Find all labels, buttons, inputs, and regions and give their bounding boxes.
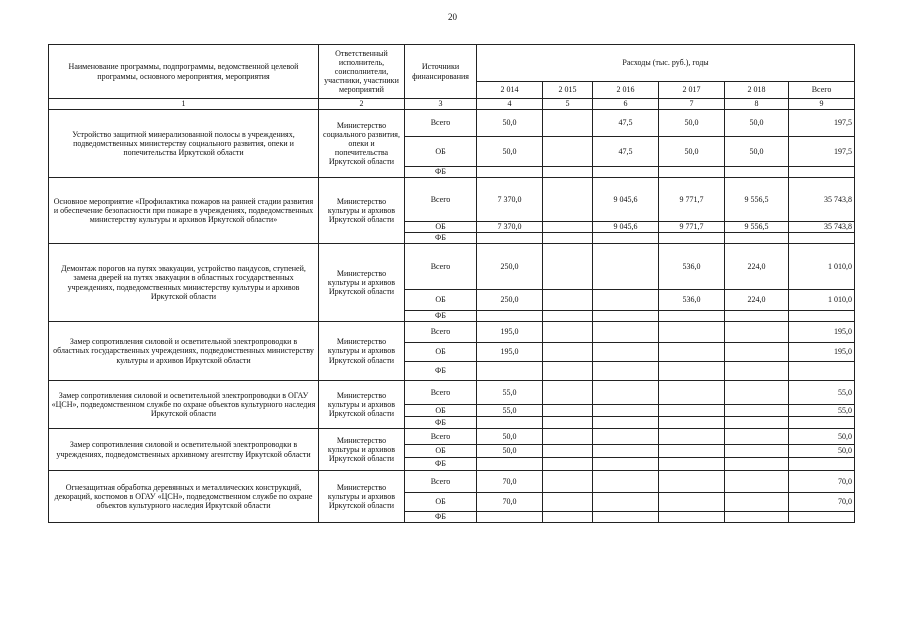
funding-source: ОБ xyxy=(405,222,477,233)
header-row xyxy=(49,45,855,82)
amount-cell: 47,5 xyxy=(593,137,659,167)
year-total: Всего xyxy=(789,82,855,99)
funding-source: ОБ xyxy=(405,137,477,167)
amount-cell xyxy=(593,381,659,405)
amount-cell: 35 743,8 xyxy=(789,178,855,222)
amount-cell xyxy=(593,429,659,445)
amount-cell xyxy=(593,290,659,311)
responsible-executor: Министерство культуры и архивов Иркутской области xyxy=(319,381,405,429)
amount-cell xyxy=(543,445,593,458)
amount-cell xyxy=(543,458,593,471)
table-row xyxy=(49,322,855,343)
amount-cell xyxy=(659,458,725,471)
amount-cell: 195,0 xyxy=(789,322,855,343)
amount-cell xyxy=(789,167,855,178)
amount-cell xyxy=(477,512,543,523)
amount-cell: 55,0 xyxy=(477,405,543,417)
table-row xyxy=(49,381,855,405)
funding-source: Всего xyxy=(405,110,477,137)
amount-cell xyxy=(543,137,593,167)
amount-cell xyxy=(725,445,789,458)
amount-cell xyxy=(543,417,593,429)
amount-cell: 9 771,7 xyxy=(659,178,725,222)
amount-cell: 50,0 xyxy=(477,110,543,137)
year-2017: 2 017 xyxy=(659,82,725,99)
amount-cell xyxy=(725,458,789,471)
amount-cell xyxy=(543,381,593,405)
amount-cell xyxy=(543,405,593,417)
amount-cell xyxy=(725,167,789,178)
amount-cell xyxy=(477,233,543,244)
funding-source: ФБ xyxy=(405,458,477,471)
amount-cell xyxy=(789,362,855,381)
amount-cell: 9 771,7 xyxy=(659,222,725,233)
amount-cell xyxy=(659,167,725,178)
amount-cell: 197,5 xyxy=(789,137,855,167)
amount-cell: 9 556,5 xyxy=(725,178,789,222)
responsible-executor: Министерство культуры и архивов Иркутской области xyxy=(319,471,405,523)
funding-source: Всего xyxy=(405,381,477,405)
amount-cell xyxy=(593,244,659,290)
column-index: 7 xyxy=(659,99,725,110)
header-expenses-title: Расходы (тыс. руб.), годы xyxy=(477,45,855,82)
funding-source: ФБ xyxy=(405,167,477,178)
year-2014: 2 014 xyxy=(477,82,543,99)
amount-cell xyxy=(725,343,789,362)
measure-name: Замер сопротивления силовой и осветительной электропроводки в областных государственных учреждениях, подведомственных министерству культуры и архивов Иркутской области xyxy=(49,322,319,381)
page-number: 20 xyxy=(448,12,457,22)
measure-name: Замер сопротивления силовой и осветительной электропроводки в учреждениях, подведомственных архивному агентству Иркутской области xyxy=(49,429,319,471)
expenses-table xyxy=(48,44,855,523)
amount-cell: 224,0 xyxy=(725,290,789,311)
amount-cell xyxy=(725,471,789,493)
amount-cell xyxy=(659,471,725,493)
amount-cell xyxy=(543,362,593,381)
amount-cell: 195,0 xyxy=(789,343,855,362)
year-2018: 2 018 xyxy=(725,82,789,99)
column-index: 4 xyxy=(477,99,543,110)
amount-cell xyxy=(543,471,593,493)
funding-source: Всего xyxy=(405,471,477,493)
amount-cell xyxy=(725,381,789,405)
amount-cell: 50,0 xyxy=(659,110,725,137)
amount-cell xyxy=(477,167,543,178)
amount-cell xyxy=(593,493,659,512)
funding-source: ОБ xyxy=(405,405,477,417)
amount-cell xyxy=(543,493,593,512)
amount-cell: 35 743,8 xyxy=(789,222,855,233)
amount-cell: 50,0 xyxy=(789,429,855,445)
funding-source: ФБ xyxy=(405,362,477,381)
table-row xyxy=(49,471,855,493)
column-index: 6 xyxy=(593,99,659,110)
amount-cell xyxy=(789,512,855,523)
column-index: 9 xyxy=(789,99,855,110)
amount-cell: 70,0 xyxy=(477,471,543,493)
year-2015: 2 015 xyxy=(543,82,593,99)
amount-cell: 7 370,0 xyxy=(477,222,543,233)
amount-cell xyxy=(659,362,725,381)
measure-name: Основное мероприятие «Профилактика пожаров на ранней стадии развития и обеспечение безопасности при пожаре в учреждениях, подведомственных министерству культуры и архивов Иркутской области» xyxy=(49,178,319,244)
header-responsible-column: Ответственный исполнитель, соисполнители, участники, участники мероприятий xyxy=(319,45,405,99)
amount-cell: 50,0 xyxy=(477,445,543,458)
amount-cell: 250,0 xyxy=(477,244,543,290)
amount-cell xyxy=(659,417,725,429)
column-index-row xyxy=(49,99,855,110)
amount-cell: 195,0 xyxy=(477,343,543,362)
amount-cell xyxy=(543,244,593,290)
funding-source: Всего xyxy=(405,178,477,222)
column-index: 2 xyxy=(319,99,405,110)
table-row xyxy=(49,429,855,445)
amount-cell: 70,0 xyxy=(789,471,855,493)
amount-cell xyxy=(593,458,659,471)
table-row xyxy=(49,244,855,290)
amount-cell xyxy=(477,417,543,429)
amount-cell: 195,0 xyxy=(477,322,543,343)
amount-cell: 224,0 xyxy=(725,244,789,290)
amount-cell: 47,5 xyxy=(593,110,659,137)
amount-cell: 50,0 xyxy=(659,137,725,167)
amount-cell xyxy=(543,322,593,343)
column-index: 5 xyxy=(543,99,593,110)
amount-cell xyxy=(593,362,659,381)
amount-cell xyxy=(593,405,659,417)
amount-cell xyxy=(725,493,789,512)
amount-cell xyxy=(593,343,659,362)
column-index: 8 xyxy=(725,99,789,110)
amount-cell xyxy=(593,311,659,322)
amount-cell xyxy=(543,512,593,523)
amount-cell xyxy=(659,343,725,362)
amount-cell: 50,0 xyxy=(477,137,543,167)
amount-cell xyxy=(477,458,543,471)
amount-cell xyxy=(593,512,659,523)
responsible-executor: Министерство культуры и архивов Иркутской области xyxy=(319,429,405,471)
header-name-column: Наименование программы, подпрограммы, ведомственной целевой программы, основного мероприятия, мероприятия xyxy=(49,45,319,99)
amount-cell xyxy=(725,512,789,523)
amount-cell xyxy=(543,167,593,178)
measure-name: Огнезащитная обработка деревянных и металлических конструкций, декораций, костюмов в ОГАУ «ЦСН», подведомственном службе по охране объектов культурного наследия Иркутской области xyxy=(49,471,319,523)
funding-source: Всего xyxy=(405,429,477,445)
amount-cell xyxy=(543,110,593,137)
amount-cell xyxy=(543,178,593,222)
amount-cell: 1 010,0 xyxy=(789,290,855,311)
amount-cell xyxy=(725,405,789,417)
amount-cell xyxy=(789,458,855,471)
amount-cell xyxy=(543,311,593,322)
amount-cell xyxy=(659,381,725,405)
funding-source: ФБ xyxy=(405,311,477,322)
amount-cell: 536,0 xyxy=(659,290,725,311)
year-2016: 2 016 xyxy=(593,82,659,99)
amount-cell xyxy=(659,429,725,445)
amount-cell xyxy=(543,429,593,445)
amount-cell: 50,0 xyxy=(725,137,789,167)
amount-cell xyxy=(659,233,725,244)
amount-cell xyxy=(593,167,659,178)
amount-cell: 50,0 xyxy=(789,445,855,458)
amount-cell xyxy=(593,445,659,458)
amount-cell: 55,0 xyxy=(789,381,855,405)
amount-cell: 50,0 xyxy=(725,110,789,137)
amount-cell xyxy=(543,233,593,244)
funding-source: ФБ xyxy=(405,512,477,523)
amount-cell xyxy=(789,311,855,322)
funding-source: ФБ xyxy=(405,233,477,244)
amount-cell xyxy=(725,322,789,343)
amount-cell: 9 556,5 xyxy=(725,222,789,233)
amount-cell xyxy=(725,362,789,381)
amount-cell: 50,0 xyxy=(477,429,543,445)
amount-cell xyxy=(659,311,725,322)
amount-cell xyxy=(725,417,789,429)
amount-cell xyxy=(477,362,543,381)
amount-cell: 9 045,6 xyxy=(593,222,659,233)
amount-cell: 250,0 xyxy=(477,290,543,311)
measure-name: Устройство защитной минерализованной полосы в учреждениях, подведомственных министерству социального развития, опеки и попечительства Иркутской области xyxy=(49,110,319,178)
amount-cell xyxy=(659,445,725,458)
funding-source: Всего xyxy=(405,244,477,290)
amount-cell xyxy=(789,417,855,429)
header-sources-column: Источники финансирования xyxy=(405,45,477,99)
table-row xyxy=(49,178,855,222)
measure-name: Демонтаж порогов на путях эвакуации, устройство пандусов, ступеней, замена дверей на путях эвакуации в областных государственных учреждениях, подведомственных министерству культуры и архивов Иркутской области xyxy=(49,244,319,322)
amount-cell xyxy=(593,233,659,244)
amount-cell: 55,0 xyxy=(789,405,855,417)
amount-cell: 7 370,0 xyxy=(477,178,543,222)
amount-cell xyxy=(659,405,725,417)
amount-cell xyxy=(543,290,593,311)
amount-cell: 1 010,0 xyxy=(789,244,855,290)
amount-cell: 55,0 xyxy=(477,381,543,405)
amount-cell xyxy=(593,471,659,493)
amount-cell xyxy=(543,222,593,233)
responsible-executor: Министерство культуры и архивов Иркутской области xyxy=(319,244,405,322)
amount-cell xyxy=(789,233,855,244)
column-index: 1 xyxy=(49,99,319,110)
funding-source: ОБ xyxy=(405,343,477,362)
amount-cell: 197,5 xyxy=(789,110,855,137)
amount-cell xyxy=(659,493,725,512)
responsible-executor: Министерство культуры и архивов Иркутской области xyxy=(319,178,405,244)
funding-source: Всего xyxy=(405,322,477,343)
amount-cell xyxy=(659,512,725,523)
funding-source: ФБ xyxy=(405,417,477,429)
amount-cell: 70,0 xyxy=(477,493,543,512)
amount-cell xyxy=(593,322,659,343)
funding-source: ОБ xyxy=(405,290,477,311)
funding-source: ОБ xyxy=(405,493,477,512)
amount-cell xyxy=(477,311,543,322)
amount-cell xyxy=(659,322,725,343)
amount-cell xyxy=(725,233,789,244)
amount-cell xyxy=(725,311,789,322)
amount-cell xyxy=(593,417,659,429)
responsible-executor: Министерство социального развития, опеки и попечительства Иркутской области xyxy=(319,110,405,178)
amount-cell: 70,0 xyxy=(789,493,855,512)
table-row xyxy=(49,110,855,137)
amount-cell xyxy=(543,343,593,362)
amount-cell xyxy=(725,429,789,445)
column-index: 3 xyxy=(405,99,477,110)
amount-cell: 9 045,6 xyxy=(593,178,659,222)
funding-source: ОБ xyxy=(405,445,477,458)
responsible-executor: Министерство культуры и архивов Иркутской области xyxy=(319,322,405,381)
measure-name: Замер сопротивления силовой и осветительной электропроводки в ОГАУ «ЦСН», подведомственном службе по охране объектов культурного наследия Иркутской области xyxy=(49,381,319,429)
amount-cell: 536,0 xyxy=(659,244,725,290)
